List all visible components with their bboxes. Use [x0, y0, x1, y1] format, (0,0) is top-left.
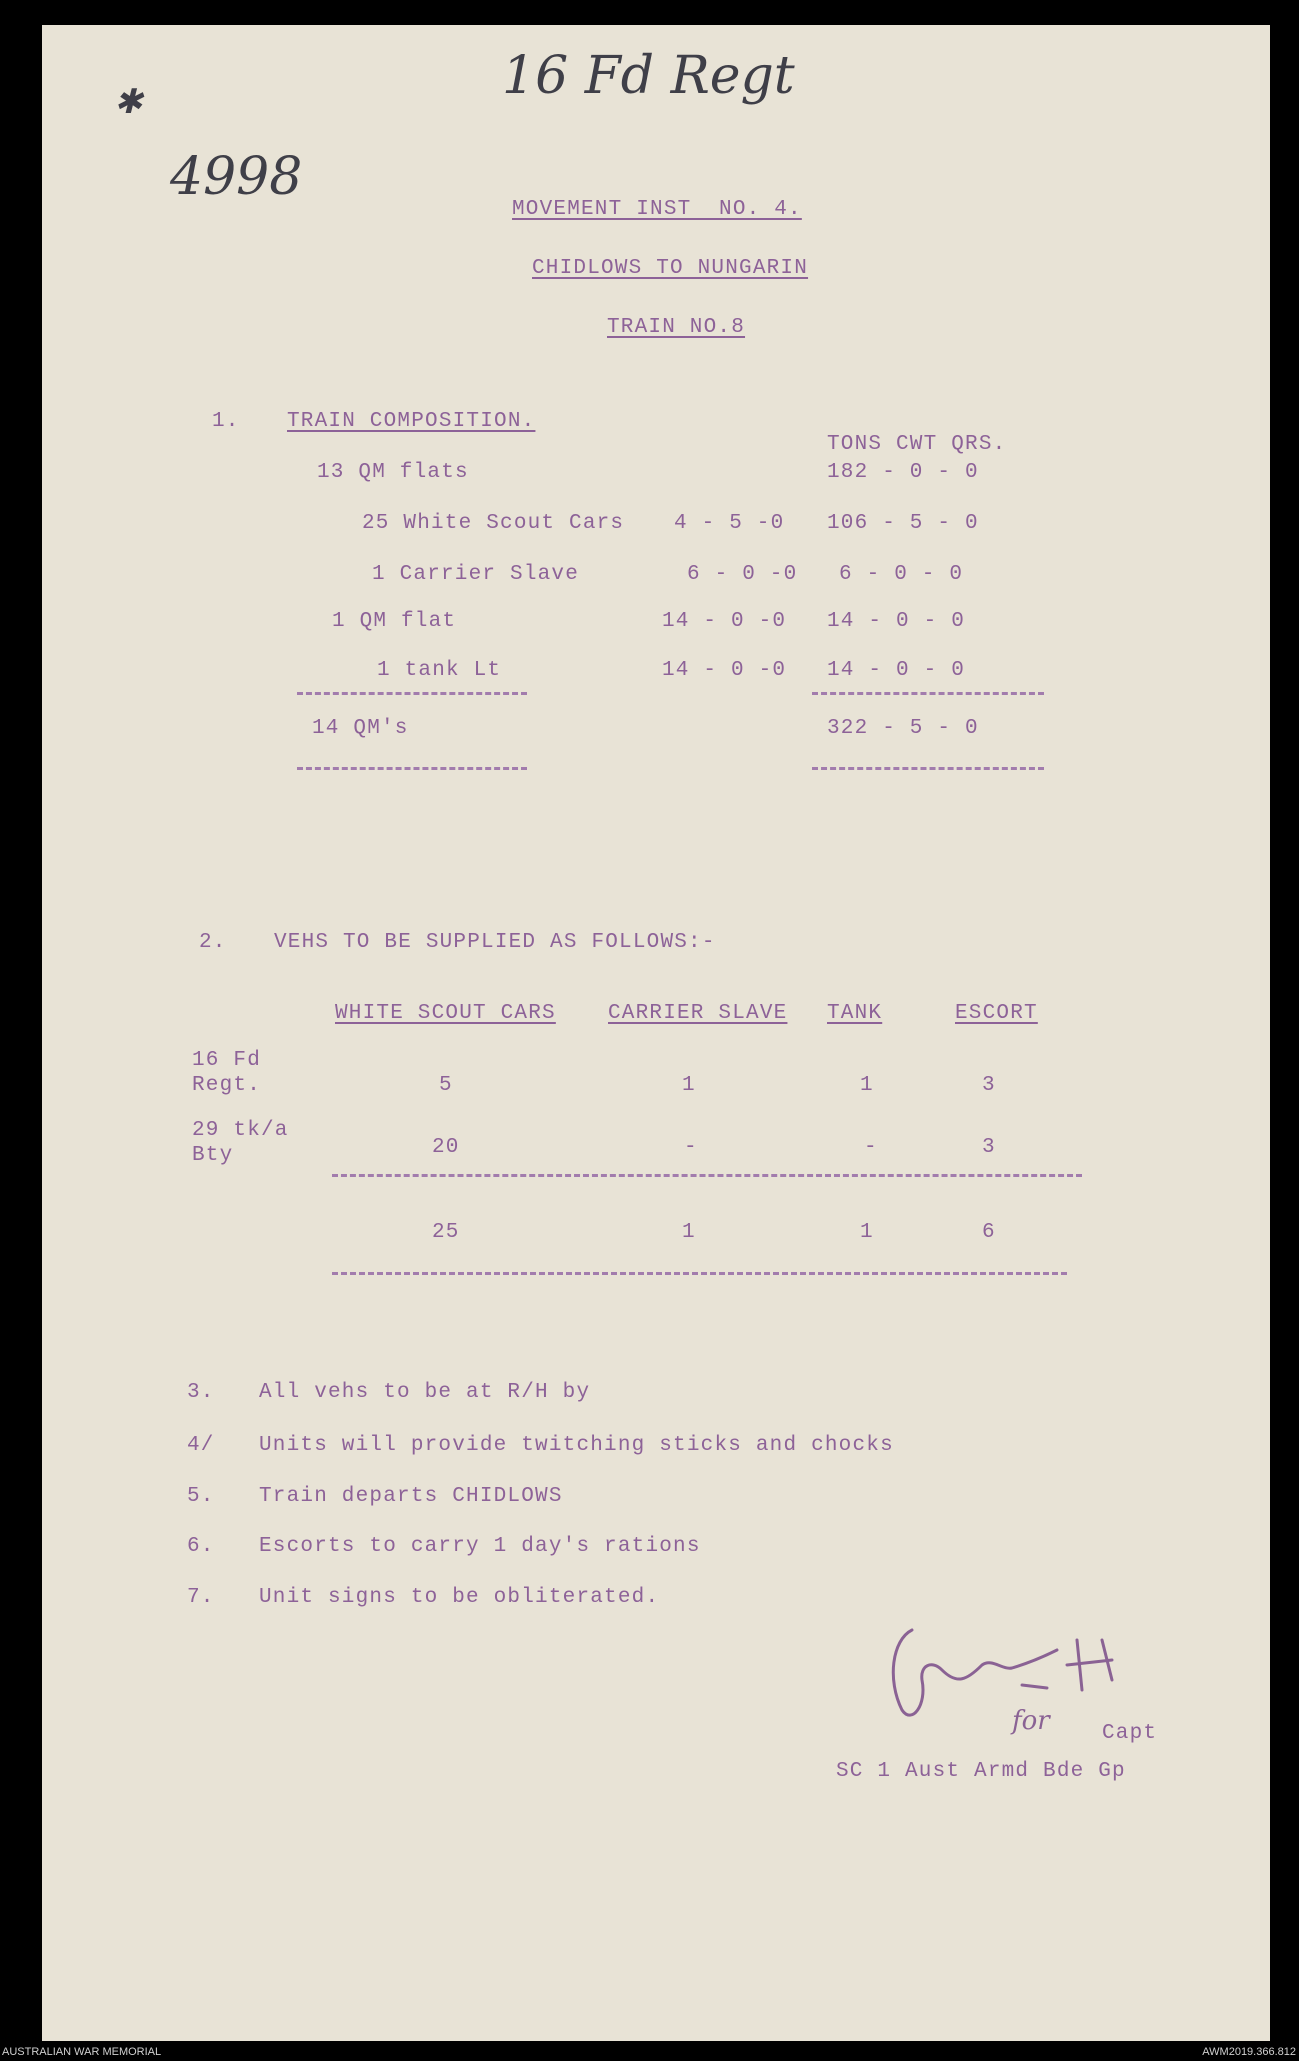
heading-line1: MOVEMENT INST NO. 4. [512, 198, 802, 221]
signature-rank: Capt [1102, 1722, 1158, 1745]
section1-number: 1. [212, 410, 240, 433]
table-cell: - [684, 1136, 698, 1159]
table-cell: 5 [439, 1074, 453, 1097]
footer-right: AWM2019.366.812 [1202, 2046, 1296, 2058]
handwritten-for: for [1012, 1706, 1050, 1736]
table-cell: - [864, 1136, 878, 1159]
table-total-cell: 6 [982, 1221, 996, 1244]
divider [297, 692, 527, 695]
row-unit: 6 - 0 -0 [687, 563, 798, 586]
row-total: 14 - 0 - 0 [827, 659, 966, 682]
table-total-cell: 1 [860, 1221, 874, 1244]
section1-total-item: 14 QM's [312, 717, 409, 740]
item-number: 3. [187, 1381, 215, 1404]
column-header: WHITE SCOUT CARS [335, 1002, 556, 1025]
section1-col-header: TONS CWT QRS. [827, 433, 1007, 456]
row-label: Bty [192, 1144, 234, 1167]
item-text: Unit signs to be obliterated. [259, 1586, 660, 1609]
handwritten-title: 16 Fd Regt [502, 46, 795, 106]
item-text: Units will provide twitching sticks and chocks [259, 1434, 894, 1457]
signature-unit: SC 1 Aust Armd Bde Gp [836, 1760, 1126, 1783]
table-cell: 1 [682, 1074, 696, 1097]
section1-total-value: 322 - 5 - 0 [827, 717, 979, 740]
row-item: 25 White Scout Cars [362, 512, 625, 535]
item-text: Train departs CHIDLOWS [259, 1485, 563, 1508]
row-unit: 14 - 0 -0 [662, 659, 787, 682]
divider [332, 1272, 1067, 1275]
table-total-cell: 25 [432, 1221, 460, 1244]
row-label: 16 Fd [192, 1049, 262, 1072]
row-total: 6 - 0 - 0 [839, 563, 964, 586]
row-total: 14 - 0 - 0 [827, 610, 966, 633]
table-cell: 1 [860, 1074, 874, 1097]
handwritten-number: 4998 [170, 147, 303, 207]
column-header: TANK [827, 1002, 883, 1025]
section2-number: 2. [199, 931, 227, 954]
heading-line3: TRAIN NO.8 [607, 316, 746, 339]
footer-left: AUSTRALIAN WAR MEMORIAL [2, 2046, 162, 2058]
item-number: 7. [187, 1586, 215, 1609]
divider [812, 767, 1044, 770]
column-header: ESCORT [955, 1002, 1038, 1025]
row-unit: 4 - 5 -0 [674, 512, 785, 535]
table-total-cell: 1 [682, 1221, 696, 1244]
pencil-mark: ✱ [114, 82, 143, 122]
document-page [42, 25, 1270, 2041]
column-header: CARRIER SLAVE [608, 1002, 788, 1025]
row-label: 29 tk/a [192, 1119, 289, 1142]
table-cell: 3 [982, 1074, 996, 1097]
item-number: 4/ [187, 1434, 215, 1457]
heading-line2: CHIDLOWS TO NUNGARIN [532, 257, 809, 280]
row-item: 13 QM flats [317, 461, 469, 484]
item-number: 5. [187, 1485, 215, 1508]
row-total: 106 - 5 - 0 [827, 512, 979, 535]
table-cell: 20 [432, 1136, 460, 1159]
section1-title: TRAIN COMPOSITION. [287, 410, 536, 433]
row-unit: 14 - 0 -0 [662, 610, 787, 633]
divider [812, 692, 1044, 695]
item-number: 6. [187, 1535, 215, 1558]
item-text: Escorts to carry 1 day's rations [259, 1535, 701, 1558]
row-item: 1 tank Lt [377, 659, 502, 682]
divider [332, 1174, 1082, 1177]
row-item: 1 Carrier Slave [372, 563, 580, 586]
row-label: Regt. [192, 1074, 262, 1097]
section2-title: VEHS TO BE SUPPLIED AS FOLLOWS:- [274, 931, 716, 954]
row-item: 1 QM flat [332, 610, 457, 633]
row-total: 182 - 0 - 0 [827, 461, 979, 484]
item-text: All vehs to be at R/H by [259, 1381, 591, 1404]
table-cell: 3 [982, 1136, 996, 1159]
divider [297, 767, 527, 770]
